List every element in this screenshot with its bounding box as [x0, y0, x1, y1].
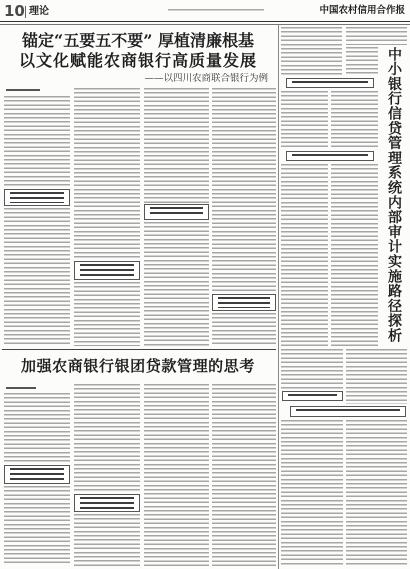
header-rule [0, 21, 410, 22]
body-text-column [281, 164, 328, 346]
body-text-column [74, 88, 140, 260]
page-number: 10 [4, 2, 25, 20]
body-text-column [4, 486, 70, 566]
section-subheading [286, 78, 374, 88]
body-text-column [74, 514, 140, 566]
body-text-column [346, 47, 378, 76]
author-line [6, 387, 36, 390]
body-text-column [346, 349, 407, 404]
body-text-column [144, 222, 209, 346]
section-label: 理论 [29, 6, 49, 17]
body-text-column [281, 420, 343, 566]
body-text-column [212, 384, 276, 566]
section-subheading [74, 494, 140, 512]
masthead-title: 中国农村信用合作报 [319, 5, 405, 16]
top-article-subtitle: ——以四川农商联合银行为例 [144, 73, 268, 84]
header-editor-line [168, 9, 264, 12]
article-separator [2, 349, 276, 350]
body-text-column [4, 208, 70, 346]
body-text-column [346, 420, 407, 566]
column-divider [278, 25, 279, 569]
header-divider [25, 6, 26, 18]
body-text-column [331, 91, 378, 150]
body-text-column [144, 88, 209, 203]
bottom-article-headline: 加强农商银行银团贷款管理的思考 [20, 357, 255, 375]
body-text-column [74, 282, 140, 346]
section-subheading [290, 406, 406, 417]
author-line [6, 89, 40, 92]
section-subheading [282, 391, 343, 401]
body-text-column [331, 164, 378, 346]
body-text-column [281, 27, 342, 76]
section-subheading [144, 204, 209, 220]
body-text-column [144, 384, 209, 566]
section-subheading [212, 294, 276, 311]
header-rule-thin [0, 24, 410, 25]
top-article-headline-line2: 以文化赋能农商银行高质量发展 [18, 51, 257, 70]
body-text-column [281, 349, 343, 390]
section-subheading [4, 465, 70, 484]
body-text-column [281, 91, 328, 150]
section-subheading [74, 261, 140, 280]
right-article-headline: 中小银行信贷管理系统内部审计实施路径探析 [386, 47, 402, 343]
section-subheading [4, 189, 70, 206]
body-text-column [346, 27, 407, 45]
body-text-column [74, 384, 140, 493]
body-text-column [4, 96, 70, 188]
body-text-column [212, 313, 276, 346]
section-subheading [286, 151, 374, 161]
body-text-column [4, 393, 70, 464]
body-text-column [212, 88, 276, 293]
top-article-headline-line1: 锚定“五要五不要” 厚植清廉根基 [22, 31, 254, 50]
